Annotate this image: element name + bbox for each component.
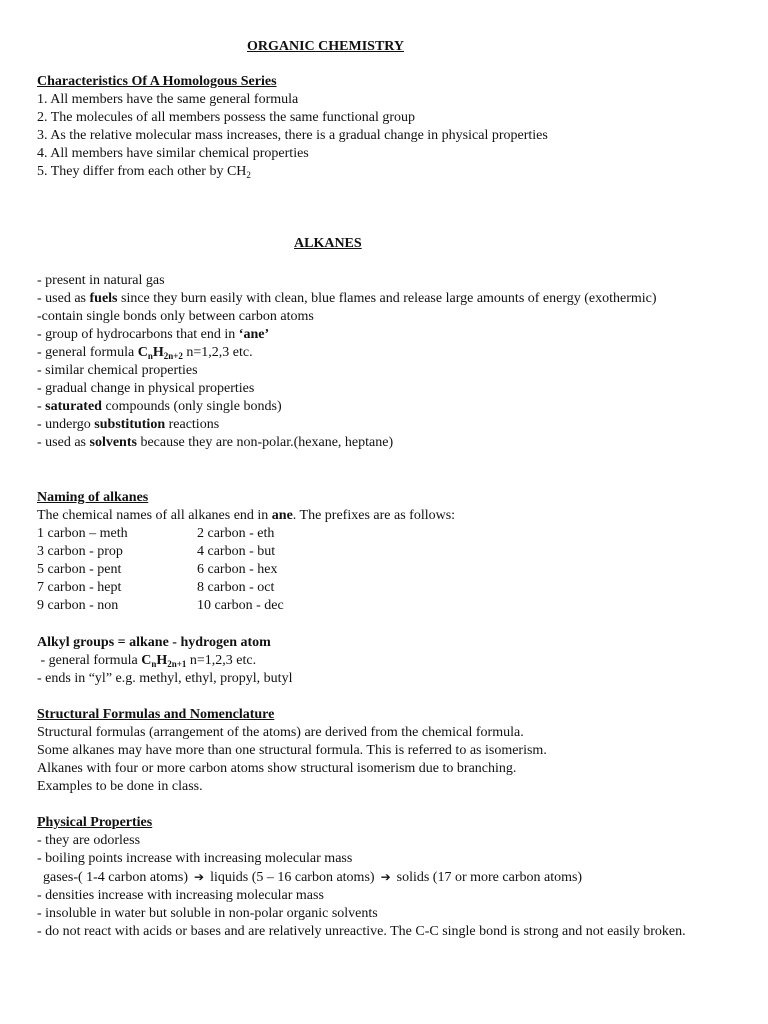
- text-span: since they burn easily with clean, blue flames and release large amounts of energy (exothermic): [117, 291, 657, 306]
- state-solid: solids (17 or more carbon atoms): [396, 870, 583, 885]
- text-span: compounds (only single bonds): [101, 399, 282, 414]
- physical-line: - do not react with acids or bases and are relatively unreactive. The C-C single bond is strong and not easily broken.: [37, 924, 686, 939]
- alkanes-line: - gradual change in physical properties: [37, 381, 255, 396]
- bold-term: fuels: [89, 291, 118, 306]
- states-line: [37, 868, 686, 887]
- prefix-table: [37, 525, 455, 615]
- structural-section: [37, 706, 547, 796]
- text-span: n=1,2,3 etc.: [186, 653, 257, 668]
- naming-heading: Naming of alkanes: [37, 490, 149, 505]
- physical-heading: Physical Properties: [37, 815, 153, 830]
- structural-heading: Structural Formulas and Nomenclature: [37, 707, 275, 722]
- bold-term: ane: [271, 508, 293, 523]
- alkanes-line: [37, 290, 657, 308]
- prefix-cell: 6 carbon - hex: [197, 562, 278, 577]
- text-span: The chemical names of all alkanes end in: [37, 508, 272, 523]
- right-arrow-icon: ➔: [380, 870, 391, 884]
- physical-line: - insoluble in water but soluble in non-polar organic solvents: [37, 906, 378, 921]
- text-span: - undergo: [37, 417, 95, 432]
- alkanes-section: [37, 272, 657, 452]
- homologous-item: [37, 163, 548, 181]
- physical-line: - boiling points increase with increasing molecular mass: [37, 851, 353, 866]
- right-arrow-icon: ➔: [194, 870, 205, 884]
- formula-h: H: [156, 653, 168, 668]
- formula-h: H: [152, 345, 164, 360]
- formula-sub-h: 2n+2: [163, 351, 183, 361]
- formula-c: C: [137, 345, 148, 360]
- alkanes-line: [37, 326, 657, 344]
- alkanes-line: [37, 416, 657, 434]
- text-span: -: [37, 399, 46, 414]
- text-span: n=1,2,3 etc.: [182, 345, 253, 360]
- prefix-cell: 3 carbon - prop: [37, 544, 123, 559]
- bold-term: ‘ane’: [238, 327, 270, 342]
- state-gas: gases-( 1-4 carbon atoms): [43, 870, 189, 885]
- homologous-item5-text: 5. They differ from each other by CH: [37, 164, 247, 179]
- prefix-cell: 5 carbon - pent: [37, 562, 122, 577]
- text-span: because they are non-polar.(hexane, heptane): [136, 435, 394, 450]
- bold-term: saturated: [45, 399, 102, 414]
- physical-line: - densities increase with increasing molecular mass: [37, 888, 324, 903]
- alkyl-section: [37, 634, 292, 688]
- naming-section: [37, 489, 455, 615]
- general-formula: [141, 653, 186, 668]
- homologous-item: 2. The molecules of all members possess the same functional group: [37, 110, 416, 125]
- alkyl-formula-line: [37, 652, 292, 670]
- homologous-item: 3. As the relative molecular mass increases, there is a gradual change in physical properties: [37, 128, 548, 143]
- formula-sub-n: n: [151, 659, 157, 669]
- text-span: - group of hydrocarbons that end in: [37, 327, 239, 342]
- alkyl-heading: Alkyl groups = alkane - hydrogen atom: [37, 635, 271, 650]
- alkanes-line: [37, 434, 657, 452]
- homologous-item5-subscript: 2: [246, 170, 251, 180]
- bold-term: substitution: [94, 417, 166, 432]
- structural-line: Structural formulas (arrangement of the atoms) are derived from the chemical formula.: [37, 725, 524, 740]
- homologous-item: 4. All members have similar chemical properties: [37, 146, 309, 161]
- general-formula: [138, 345, 183, 360]
- text-span: - general formula: [37, 345, 138, 360]
- structural-line: Examples to be done in class.: [37, 779, 203, 794]
- physical-section: [37, 814, 686, 941]
- text-span: - used as: [37, 435, 90, 450]
- physical-line: - they are odorless: [37, 833, 141, 848]
- prefix-cell: 2 carbon - eth: [197, 526, 275, 541]
- prefix-cell: 1 carbon – meth: [37, 526, 128, 541]
- prefix-cell: 8 carbon - oct: [197, 580, 275, 595]
- homologous-section: [37, 73, 548, 181]
- alkanes-line: -contain single bonds only between carbon atoms: [37, 309, 314, 324]
- alkyl-line: - ends in “yl” e.g. methyl, ethyl, propyl, butyl: [37, 671, 293, 686]
- alkanes-line: - similar chemical properties: [37, 363, 198, 378]
- alkanes-line: [37, 398, 657, 416]
- page-title: ORGANIC CHEMISTRY: [247, 39, 405, 54]
- text-span: . The prefixes are as follows:: [292, 508, 456, 523]
- homologous-heading: Characteristics Of A Homologous Series: [37, 74, 277, 89]
- alkanes-line: - present in natural gas: [37, 273, 165, 288]
- formula-sub-n: n: [147, 351, 153, 361]
- naming-intro: [37, 507, 455, 525]
- formula-sub-h: 2n+1: [167, 659, 187, 669]
- alkanes-title: ALKANES: [294, 236, 362, 251]
- alkanes-formula-line: [37, 344, 657, 362]
- text-span: - used as: [37, 291, 90, 306]
- bold-term: solvents: [89, 435, 137, 450]
- state-liquid: liquids (5 – 16 carbon atoms): [210, 870, 375, 885]
- structural-line: Alkanes with four or more carbon atoms show structural isomerism due to branching.: [37, 761, 517, 776]
- text-span: reactions: [165, 417, 220, 432]
- homologous-item: 1. All members have the same general formula: [37, 92, 299, 107]
- prefix-cell: 10 carbon - dec: [197, 598, 284, 613]
- prefix-cell: 4 carbon - but: [197, 544, 276, 559]
- text-span: - general formula: [37, 653, 142, 668]
- structural-line: Some alkanes may have more than one structural formula. This is referred to as isomerism.: [37, 743, 547, 758]
- prefix-cell: 7 carbon - hept: [37, 580, 122, 595]
- prefix-cell: 9 carbon - non: [37, 598, 119, 613]
- formula-c: C: [141, 653, 152, 668]
